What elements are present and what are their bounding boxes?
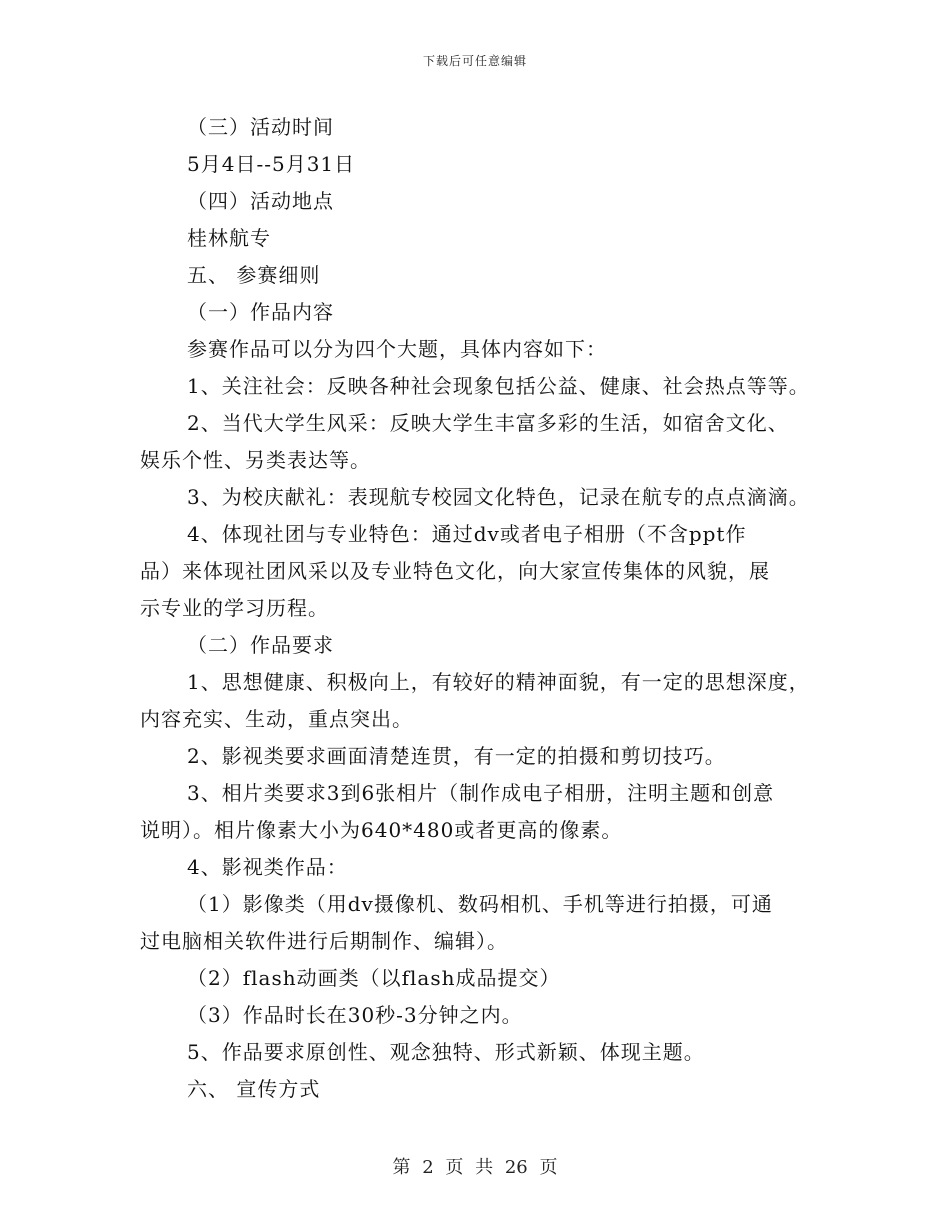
paragraph-line: 桂林航专 xyxy=(187,226,271,250)
paragraph-line: 2、影视类要求画面清楚连贯，有一定的拍摄和剪切技巧。 xyxy=(187,744,726,768)
paragraph-line: 5月4日--5月31日 xyxy=(187,152,356,176)
paragraph-line: 示专业的学习历程。 xyxy=(140,596,329,620)
paragraph-line: 2、当代大学生风采：反映大学生丰富多彩的生活，如宿舍文化、 xyxy=(187,411,789,435)
paragraph-line: 1、思想健康、积极向上，有较好的精神面貌，有一定的思想深度， xyxy=(187,670,810,694)
section-heading: 六、 宣传方式 xyxy=(187,1077,321,1101)
section-heading: 五、 参赛细则 xyxy=(187,263,321,287)
section-heading: （三）活动时间 xyxy=(187,115,334,139)
page-number-footer: 第 2 页 共 26 页 xyxy=(392,1157,558,1178)
paragraph-line: 4、影视类作品： xyxy=(187,855,348,879)
paragraph-line: 品）来体现社团风采以及专业特色文化，向大家宣传集体的风貌，展 xyxy=(140,559,770,583)
page-header: 下载后可任意编辑 xyxy=(422,54,527,68)
paragraph-line: 4、体现社团与专业特色：通过dv或者电子相册（不含ppt作 xyxy=(187,522,747,546)
paragraph-line: 5、作品要求原创性、观念独特、形式新颖、体现主题。 xyxy=(187,1040,705,1064)
paragraph-line: 1、关注社会：反映各种社会现象包括公益、健康、社会热点等等。 xyxy=(187,374,810,398)
paragraph-line: （3）作品时长在30秒-3分钟之内。 xyxy=(187,1003,523,1027)
paragraph-line: 过电脑相关软件进行后期制作、编辑）。 xyxy=(140,929,508,953)
paragraph-line: 参赛作品可以分为四个大题，具体内容如下： xyxy=(187,337,607,361)
section-heading: （一）作品内容 xyxy=(187,300,334,324)
paragraph-line: （2）flash动画类（以flash成品提交） xyxy=(187,966,561,990)
paragraph-line: （1）影像类（用dv摄像机、数码相机、手机等进行拍摄，可通 xyxy=(187,892,773,916)
paragraph-line: 内容充实、生动，重点突出。 xyxy=(140,707,413,731)
paragraph-line: 3、相片类要求3到6张相片（制作成电子相册，注明主题和创意 xyxy=(187,781,775,805)
section-heading: （四）活动地点 xyxy=(187,189,334,213)
paragraph-line: 3、为校庆献礼：表现航专校园文化特色，记录在航专的点点滴滴。 xyxy=(187,485,810,509)
paragraph-line: 说明）。相片像素大小为640*480或者更高的像素。 xyxy=(140,818,623,842)
paragraph-line: 娱乐个性、另类表达等。 xyxy=(140,448,371,472)
section-heading: （二）作品要求 xyxy=(187,633,334,657)
